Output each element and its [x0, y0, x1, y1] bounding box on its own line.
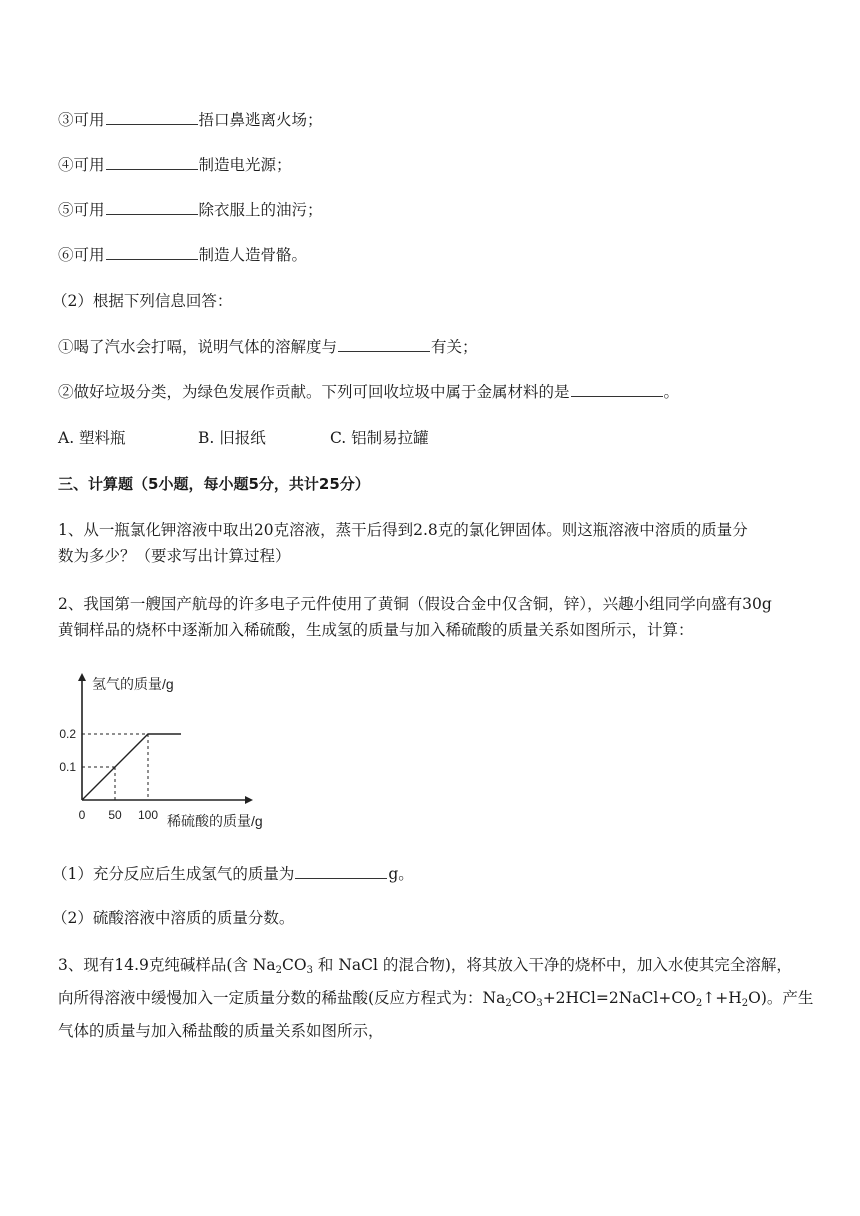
calc3-l1-b: CO	[282, 956, 307, 974]
y-axis-label: 氢气的质量/g	[92, 676, 174, 692]
calc-2-sub-1	[52, 864, 414, 884]
calc3-l2-b: CO	[511, 989, 537, 1007]
p2q1-blank	[338, 337, 430, 352]
q5-suffix: 除衣服上的油污；	[198, 201, 323, 219]
calc3-l1-sub-b: 3	[306, 965, 313, 976]
calc-1-line-1: 1、从一瓶氯化钾溶液中取出20克溶液，蒸干后得到2.8克的氯化钾固体。则这瓶溶液中溶质的质量分	[58, 521, 748, 539]
question-4-line	[58, 155, 292, 175]
q4-suffix: 制造电光源；	[198, 156, 292, 174]
calc2-sub1-suffix: g。	[388, 865, 414, 883]
q3-blank	[106, 110, 198, 125]
calc3-l1-a: 3、现有14.9克纯碱样品(含 Na	[58, 956, 276, 974]
x-tick-label-2: 100	[137, 808, 159, 822]
calc3-l2-e: O)。产生	[748, 989, 814, 1007]
q3-prefix: ③可用	[58, 111, 105, 129]
p2q2-blank	[571, 382, 663, 397]
q5-blank	[106, 200, 198, 215]
p2q2-prefix: ②做好垃圾分类，为绿色发展作贡献。下列可回收垃圾中属于金属材料的是	[58, 383, 570, 401]
calc-2-line-2: 黄铜样品的烧杯中逐渐加入稀硫酸，生成氢的质量与加入稀硫酸的质量关系如图所示，计算：	[58, 621, 694, 639]
calc3-l2-d: ↑+H	[702, 989, 742, 1007]
q6-suffix: 制造人造骨骼。	[198, 246, 308, 264]
q4-blank	[106, 155, 198, 170]
q6-blank	[106, 245, 198, 260]
q6-prefix: ⑥可用	[58, 246, 105, 264]
p2q1-suffix: 有关；	[431, 338, 478, 356]
part-2-question-1	[58, 337, 478, 357]
option-c: C. 铝制易拉罐	[330, 429, 429, 447]
option-a: A. 塑料瓶	[58, 429, 126, 447]
part-2-heading: （2）根据下列信息回答：	[52, 292, 233, 310]
x-axis-arrow	[245, 796, 253, 804]
calc3-l2-c: +2HCl=2NaCl+CO	[542, 989, 696, 1007]
calc-3-line-1	[58, 955, 792, 981]
calc3-l1-c: 和 NaCl 的混合物)，将其放入干净的烧杯中，加入水使其完全溶解，	[312, 956, 792, 974]
q5-prefix: ⑤可用	[58, 201, 105, 219]
p2q2-suffix: 。	[663, 383, 680, 401]
calc3-l2-sub-3: 2	[695, 998, 703, 1009]
part-2-question-2	[58, 382, 679, 402]
calc-2-line-1: 2、我国第一艘国产航母的许多电子元件使用了黄铜（假设合金中仅含铜，锌），兴趣小组同学向盛有30g	[58, 595, 772, 613]
calc3-l2-sub-1: 2	[505, 998, 512, 1009]
calc3-l1-sub-a: 2	[275, 965, 283, 976]
calc-3-line-3: 气体的质量与加入稀盐酸的质量关系如图所示，	[58, 1022, 384, 1040]
q4-prefix: ④可用	[58, 156, 105, 174]
hydrogen-mass-chart	[55, 665, 295, 840]
calc-3-line-2	[58, 988, 813, 1014]
calc3-l2-a: 向所得溶液中缓慢加入一定质量分数的稀盐酸(反应方程式为：Na	[58, 989, 506, 1007]
x-tick-label-0: 0	[78, 808, 86, 822]
calc-1-line-2: 数为多少？（要求写出计算过程）	[58, 547, 291, 565]
question-3-line	[58, 110, 323, 130]
question-5-line	[58, 200, 323, 220]
calc-2-sub-2: （2）硫酸溶液中溶质的质量分数。	[52, 909, 295, 927]
x-axis-label: 稀硫酸的质量/g	[167, 813, 263, 829]
p2q1-prefix: ①喝了汽水会打嗝，说明气体的溶解度与	[58, 338, 338, 356]
calc3-l2-sub-4: 2	[741, 998, 749, 1009]
calc2-sub1-blank	[295, 864, 387, 879]
options-row	[58, 428, 429, 448]
question-6-line	[58, 245, 307, 265]
q3-suffix: 捂口鼻逃离火场；	[198, 111, 323, 129]
y-axis-arrow	[78, 673, 86, 681]
calc2-sub1-prefix: （1）充分反应后生成氢气的质量为	[52, 865, 295, 883]
section-3-heading: 三、计算题（5小题，每小题5分，共计25分）	[58, 475, 370, 493]
x-tick-label-1: 50	[108, 808, 122, 822]
calc3-l2-sub-2: 3	[536, 998, 543, 1009]
y-tick-label-0: 0.1	[59, 760, 76, 774]
y-tick-label-1: 0.2	[59, 727, 76, 741]
option-b: B. 旧报纸	[198, 429, 266, 447]
